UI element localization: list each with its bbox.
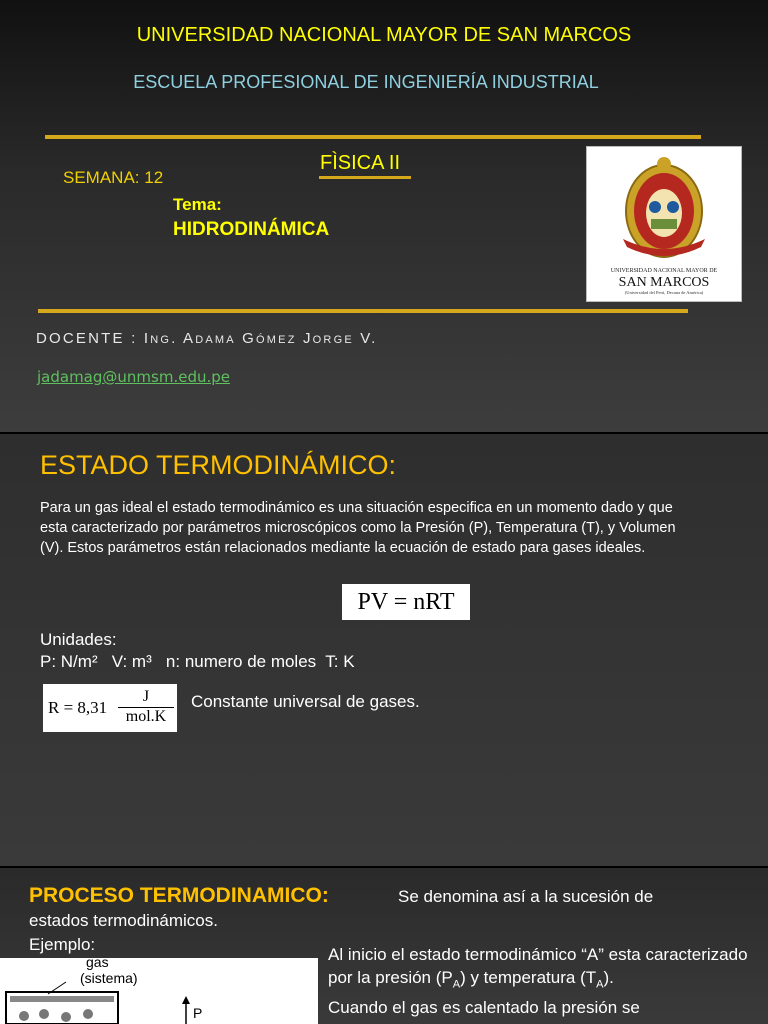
units-line: P: N/m² V: m³ n: numero de moles T: K xyxy=(40,652,355,671)
r-fraction xyxy=(118,688,174,726)
subscript-a: A xyxy=(452,978,461,991)
svg-text:UNIVERSIDAD NACIONAL MAYOR DE: UNIVERSIDAD NACIONAL MAYOR DE xyxy=(610,268,718,274)
explanation-text-1: Al inicio el estado termodinámico “A” esta caracterizado por la presión (P xyxy=(328,945,748,987)
piston-diagram-icon xyxy=(0,958,318,1024)
explanation-text-3: ). xyxy=(603,968,614,987)
university-name: UNIVERSIDAD NACIONAL MAYOR DE SAN MARCOS xyxy=(136,24,632,46)
estado-slide xyxy=(0,434,768,866)
slide-title: PROCESO TERMODINAMICO: xyxy=(29,884,329,907)
system-label: (sistema) xyxy=(80,970,138,986)
proceso-slide xyxy=(0,868,768,1024)
pressure-axis-label: P xyxy=(193,1005,203,1021)
units-label: Unidades: xyxy=(40,630,117,649)
gas-label: gas xyxy=(86,954,109,970)
process-explanation xyxy=(328,943,748,1019)
teacher-email-link[interactable]: jadamag@unmsm.edu.pe xyxy=(37,368,230,386)
constant-caption: Constante universal de gases. xyxy=(191,692,420,711)
divider-top xyxy=(45,135,701,139)
example-label: Ejemplo: xyxy=(29,935,96,954)
explanation-text-2: ) y temperatura (T xyxy=(460,968,597,987)
ideal-gas-equation: PV = nRT xyxy=(342,584,470,620)
divider-bottom xyxy=(38,309,688,313)
topic-title: HIDRODINÁMICA xyxy=(173,219,330,240)
course-title: FÌSICA II xyxy=(320,152,401,174)
svg-text:SAN MARCOS: SAN MARCOS xyxy=(618,275,710,290)
topic-label: Tema: xyxy=(173,195,222,214)
university-logo xyxy=(586,146,742,302)
subscript-a-temp: A xyxy=(596,978,604,991)
title-continuation: Se denomina así a la sucesión de xyxy=(398,887,654,906)
school-name: ESCUELA PROFESIONAL DE INGENIERÍA INDUSTRIAL xyxy=(133,72,599,92)
course-underline xyxy=(319,176,411,179)
definition-paragraph: Para un gas ideal el estado termodinámico es una situación especifica en un momento dado y que esta caracterizado por parámetros microscópicos como la Presión (P), Temperatura (T), y Volumen (V). Estos parámetros están relacionados mediante la ecuación de estado para gases ideales. xyxy=(40,500,676,556)
week-label: SEMANA: 12 xyxy=(63,168,164,187)
r-value: R = 8,31 xyxy=(48,698,108,717)
gas-diagram xyxy=(0,954,318,1024)
unmsm-seal-icon xyxy=(587,147,741,301)
gas-constant-formula xyxy=(43,684,177,732)
r-numerator: J xyxy=(118,688,174,708)
teacher-name: DOCENTE : Ing. Adama Gómez Jorge V. xyxy=(36,330,378,347)
explanation-text-4: Cuando el gas es calentado la presión se xyxy=(328,998,640,1018)
r-denominator: mol.K xyxy=(125,708,167,725)
title-slide xyxy=(0,0,768,432)
definition-line: estados termodinámicos. xyxy=(29,911,218,930)
slide-title: ESTADO TERMODINÁMICO: xyxy=(40,450,397,480)
svg-text:(Universidad del Perú, Decana: (Universidad del Perú, Decana de América) xyxy=(624,290,704,295)
